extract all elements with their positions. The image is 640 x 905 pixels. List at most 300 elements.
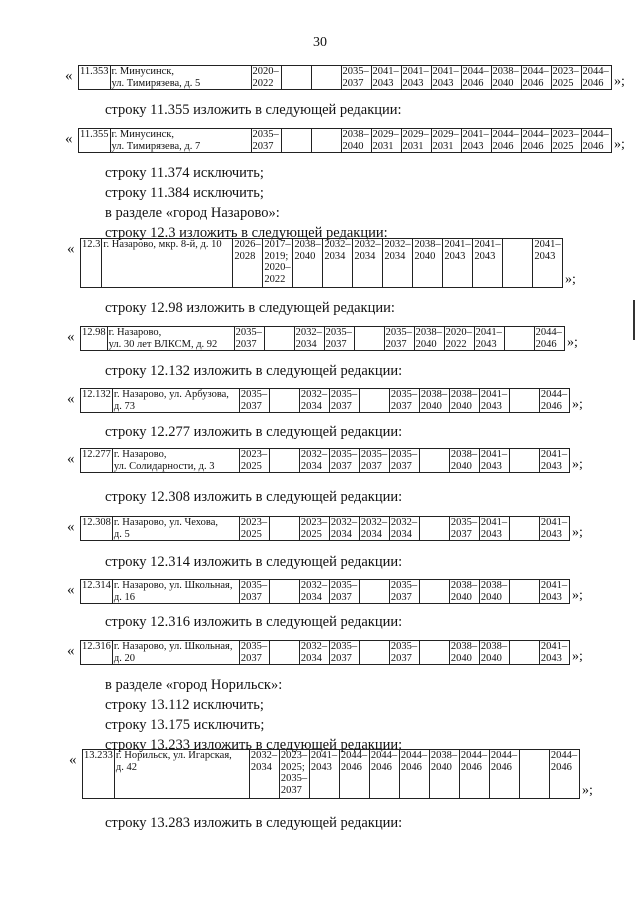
period-value: 2046 xyxy=(522,140,544,152)
period-cell xyxy=(299,580,329,604)
period-value: 2037 xyxy=(330,400,352,412)
period-value: 2035– xyxy=(385,327,412,338)
table-row xyxy=(83,750,580,799)
period-value: 2043 xyxy=(402,77,424,89)
period-cell xyxy=(503,239,533,288)
period-value: 2035– xyxy=(390,580,418,591)
period-cell xyxy=(269,641,299,665)
period-value: 2046 xyxy=(522,77,544,89)
period-value: 2023– xyxy=(240,449,268,460)
period-value: 2038– xyxy=(342,129,369,140)
table-row xyxy=(81,449,570,473)
period-cell xyxy=(539,580,569,604)
period-cell xyxy=(299,517,329,541)
period-cell xyxy=(359,449,389,473)
period-cell xyxy=(401,129,431,153)
period-cell xyxy=(479,641,509,665)
period-value: 2032– xyxy=(300,580,328,591)
period-value: 2037 xyxy=(330,460,352,472)
period-value: 2043 xyxy=(310,761,332,773)
address-line: г. Назарово, xyxy=(113,449,167,460)
period-value: 2032– xyxy=(295,327,322,338)
quote-close: »; xyxy=(565,272,576,287)
period-value: 2043 xyxy=(475,338,497,350)
period-cell xyxy=(353,239,383,288)
period-value: 2046 xyxy=(492,140,514,152)
period-value: 2037 xyxy=(235,338,257,350)
instruction-line: строку 13.233 изложить в следующей редакции: xyxy=(105,737,403,753)
instruction-line: строку 12.132 изложить в следующей редакции: xyxy=(105,363,403,379)
period-value: 2025 xyxy=(300,528,322,540)
period-value: 2035– xyxy=(390,389,418,400)
period-value: 2038– xyxy=(480,580,508,591)
period-cell xyxy=(293,239,323,288)
period-cell xyxy=(459,750,489,799)
address-cell xyxy=(112,517,239,541)
row-number-cell: 12.314 xyxy=(81,580,113,604)
period-cell xyxy=(449,449,479,473)
period-value: 2034 xyxy=(330,528,352,540)
row-number-cell: 12.3 xyxy=(81,239,102,288)
period-value: 2035– xyxy=(240,641,268,652)
period-value: 2029– xyxy=(372,129,399,140)
period-cell xyxy=(473,239,503,288)
period-value: 2035– xyxy=(240,580,268,591)
period-value: 2038– xyxy=(294,239,321,250)
period-value: 2031 xyxy=(372,140,394,152)
period-cell xyxy=(419,389,449,413)
period-value: 2037 xyxy=(385,338,407,350)
quote-open: « xyxy=(67,582,75,598)
period-cell xyxy=(329,641,359,665)
table-row xyxy=(81,641,570,665)
period-value: 2037 xyxy=(330,591,352,603)
period-value: 2034 xyxy=(295,338,317,350)
period-value: 2038– xyxy=(480,641,508,652)
period-cell xyxy=(311,129,341,153)
period-cell xyxy=(341,129,371,153)
quote-open: « xyxy=(67,391,75,407)
period-value: 2040 xyxy=(492,77,514,89)
instruction-line: в разделе «город Назарово»: xyxy=(105,205,280,221)
address-line: г. Минусинск, xyxy=(111,129,174,140)
period-value: 2037 xyxy=(390,400,412,412)
address-line: г. Назарово, ул. Арбузова, xyxy=(113,389,229,400)
period-cell xyxy=(509,641,539,665)
period-value: 2034 xyxy=(300,400,322,412)
period-value: 2028 xyxy=(234,250,256,262)
instruction-line: строку 12.314 изложить в следующей редакции: xyxy=(105,554,403,570)
quote-close: »; xyxy=(572,397,583,412)
period-value: 2034 xyxy=(390,528,412,540)
quote-open: « xyxy=(67,643,75,659)
period-value: 2040 xyxy=(450,460,472,472)
address-cell xyxy=(110,66,251,90)
period-value: 2040 xyxy=(480,591,502,603)
row-number-cell: 11.355 xyxy=(79,129,111,153)
row-number-cell: 11.353 xyxy=(79,66,111,90)
period-cell xyxy=(419,580,449,604)
period-value: 2040 xyxy=(415,338,437,350)
period-value: 2046 xyxy=(370,761,392,773)
quote-open: « xyxy=(67,329,75,345)
period-value: 2022 xyxy=(445,338,467,350)
period-cell xyxy=(509,389,539,413)
period-value: 2041– xyxy=(444,239,471,250)
period-cell xyxy=(239,449,269,473)
instruction-line: строку 11.374 исключить; xyxy=(105,165,264,181)
period-cell xyxy=(461,66,491,90)
period-value: 2032– xyxy=(360,517,388,528)
period-value: 2034 xyxy=(384,250,406,262)
period-value: 2046 xyxy=(582,140,604,152)
table-row xyxy=(81,327,565,351)
address-cell xyxy=(112,449,239,473)
period-cell xyxy=(521,129,551,153)
period-cell xyxy=(329,517,359,541)
register-row-table xyxy=(78,65,612,90)
period-cell xyxy=(401,66,431,90)
period-value: 2041– xyxy=(540,580,568,591)
period-value: 2034 xyxy=(250,761,272,773)
address-cell xyxy=(112,641,239,665)
period-value: 2041– xyxy=(540,641,568,652)
period-value: 2041– xyxy=(534,239,561,250)
period-value: 2037 xyxy=(450,528,472,540)
period-cell xyxy=(431,129,461,153)
register-row-table xyxy=(80,579,570,604)
period-cell xyxy=(329,389,359,413)
period-cell xyxy=(479,449,509,473)
table-row xyxy=(81,580,570,604)
period-value: 2035– xyxy=(390,449,418,460)
period-value: 2044– xyxy=(535,327,562,338)
period-value: 2020– xyxy=(445,327,472,338)
period-cell xyxy=(539,517,569,541)
period-value: 2041– xyxy=(480,517,508,528)
period-value: 2032– xyxy=(324,239,351,250)
period-cell xyxy=(549,750,579,799)
period-value: 2034 xyxy=(360,528,382,540)
period-value: 2035– xyxy=(325,327,352,338)
period-cell xyxy=(299,449,329,473)
period-cell xyxy=(449,389,479,413)
period-cell xyxy=(371,129,401,153)
row-number-cell: 13.233 xyxy=(83,750,115,799)
period-value: 2035– xyxy=(330,641,358,652)
period-value: 2046 xyxy=(490,761,512,773)
period-value: 2038– xyxy=(415,327,442,338)
period-value: 2035– xyxy=(235,327,262,338)
period-value: 2025 xyxy=(240,528,262,540)
period-value: 2043 xyxy=(432,77,454,89)
period-value: 2044– xyxy=(522,66,549,77)
row-number-cell: 12.98 xyxy=(81,327,108,351)
instruction-line: строку 12.3 изложить в следующей редакции: xyxy=(105,225,388,241)
period-value: 2041– xyxy=(540,449,568,460)
period-value: 2032– xyxy=(384,239,411,250)
period-cell xyxy=(294,327,324,351)
period-cell xyxy=(371,66,401,90)
page-number: 30 xyxy=(313,35,327,50)
quote-close: »; xyxy=(582,783,593,798)
period-cell xyxy=(359,517,389,541)
period-value: 2034 xyxy=(354,250,376,262)
period-value: 2046 xyxy=(400,761,422,773)
period-value: 2035– xyxy=(330,389,358,400)
period-value: 2037 xyxy=(240,652,262,664)
period-value: 2043 xyxy=(444,250,466,262)
period-cell xyxy=(539,641,569,665)
quote-open: « xyxy=(67,519,75,535)
address-line: ул. 30 лет ВЛКСМ, д. 92 xyxy=(108,338,218,350)
register-row-table xyxy=(80,388,570,413)
period-value: 2043 xyxy=(462,140,484,152)
quote-open: « xyxy=(67,451,75,467)
period-cell xyxy=(251,129,281,153)
period-cell xyxy=(534,327,564,351)
period-value: 2046 xyxy=(550,761,572,773)
period-value: 2046 xyxy=(582,77,604,89)
period-cell xyxy=(389,580,419,604)
period-value: 2043 xyxy=(474,250,496,262)
table-row xyxy=(81,517,570,541)
period-value: 2044– xyxy=(490,750,518,761)
instruction-line: строку 12.98 изложить в следующей редакции: xyxy=(105,300,395,316)
period-cell xyxy=(329,580,359,604)
period-value: 2043 xyxy=(480,460,502,472)
period-value: 2044– xyxy=(582,66,609,77)
table-row xyxy=(81,239,563,288)
period-cell xyxy=(479,389,509,413)
row-number-cell: 12.277 xyxy=(81,449,113,473)
period-value: 2025 xyxy=(552,77,574,89)
address-line: д. 42 xyxy=(115,761,137,773)
period-value: 2044– xyxy=(370,750,398,761)
period-value: 2041– xyxy=(462,129,489,140)
register-row-table xyxy=(80,238,563,288)
instruction-line: строку 11.384 исключить; xyxy=(105,185,264,201)
period-value: 2040 xyxy=(420,400,442,412)
instruction-line: строку 12.316 изложить в следующей редакции: xyxy=(105,614,403,630)
address-cell xyxy=(112,389,239,413)
instruction-line: строку 13.283 изложить в следующей редакции: xyxy=(105,815,403,831)
period-value: 2037 xyxy=(360,460,382,472)
period-value: 2034 xyxy=(300,652,322,664)
period-cell xyxy=(309,750,339,799)
period-value: 2046 xyxy=(535,338,557,350)
period-value: 2044– xyxy=(400,750,428,761)
period-cell xyxy=(509,580,539,604)
period-value: 2035– xyxy=(342,66,369,77)
period-value: 2032– xyxy=(330,517,358,528)
period-cell xyxy=(479,580,509,604)
period-value: 2023– xyxy=(240,517,268,528)
period-value: 2044– xyxy=(550,750,578,761)
period-value: 2041– xyxy=(402,66,429,77)
period-value: 2037 xyxy=(240,400,262,412)
address-line: г. Назарово, xyxy=(108,327,162,338)
period-cell xyxy=(449,580,479,604)
register-row-table xyxy=(80,516,570,541)
quote-close: »; xyxy=(567,335,578,350)
period-cell xyxy=(581,129,611,153)
period-cell xyxy=(389,389,419,413)
period-value: 2038– xyxy=(450,389,478,400)
address-cell xyxy=(114,750,249,799)
table-row xyxy=(79,129,612,153)
period-value: 2041– xyxy=(474,239,501,250)
instruction-line: строку 12.308 изложить в следующей редакции: xyxy=(105,489,403,505)
period-cell xyxy=(369,750,399,799)
period-cell xyxy=(521,66,551,90)
period-value: 2029– xyxy=(402,129,429,140)
address-line: г. Назарово, ул. Школьная, xyxy=(113,641,233,652)
period-value: 2041– xyxy=(310,750,338,761)
row-number-cell: 12.316 xyxy=(81,641,113,665)
period-value: 2038– xyxy=(450,580,478,591)
instruction-line: строку 12.277 изложить в следующей редакции: xyxy=(105,424,403,440)
period-cell xyxy=(533,239,563,288)
period-value: 2044– xyxy=(460,750,488,761)
period-value: 2035– xyxy=(450,517,478,528)
register-row-table xyxy=(78,128,612,153)
address-line: д. 73 xyxy=(113,400,135,412)
period-value: 2043 xyxy=(534,250,556,262)
period-cell xyxy=(339,750,369,799)
period-cell xyxy=(509,517,539,541)
period-value: 2044– xyxy=(492,129,519,140)
period-cell xyxy=(491,129,521,153)
period-cell xyxy=(239,517,269,541)
table-row xyxy=(79,66,612,90)
period-value: 2040 xyxy=(414,250,436,262)
register-row-table xyxy=(80,448,570,473)
period-value: 2037 xyxy=(390,460,412,472)
row-number-cell: 12.308 xyxy=(81,517,113,541)
quote-open: « xyxy=(65,131,73,147)
period-cell xyxy=(429,750,459,799)
period-value: 2034 xyxy=(300,591,322,603)
period-value: 2023– xyxy=(552,129,579,140)
period-cell xyxy=(479,517,509,541)
period-value: 2040 xyxy=(450,652,472,664)
period-cell xyxy=(551,66,581,90)
period-value: 2044– xyxy=(582,129,609,140)
period-value: 2043 xyxy=(540,460,562,472)
period-cell xyxy=(551,129,581,153)
period-value: 2043 xyxy=(480,528,502,540)
period-value: 2041– xyxy=(480,389,508,400)
quote-open: « xyxy=(67,241,75,257)
period-value: 2025 xyxy=(240,460,262,472)
instruction-line: строку 13.175 исключить; xyxy=(105,717,265,733)
instruction-line: строку 13.112 исключить; xyxy=(105,697,264,713)
period-value: 2017– xyxy=(264,239,291,250)
period-value: 2032– xyxy=(300,389,328,400)
address-line: ул. Тимирязева, д. 5 xyxy=(111,77,201,89)
period-value: 2032– xyxy=(300,449,328,460)
period-cell xyxy=(269,389,299,413)
period-cell xyxy=(449,641,479,665)
period-cell xyxy=(269,517,299,541)
period-value: 2044– xyxy=(340,750,368,761)
period-value: 2037 xyxy=(252,140,274,152)
period-value: 2044– xyxy=(462,66,489,77)
period-cell xyxy=(413,239,443,288)
address-line: ул. Тимирязева, д. 7 xyxy=(111,140,201,152)
period-cell xyxy=(323,239,353,288)
quote-close: »; xyxy=(572,649,583,664)
period-value: 2022 xyxy=(252,77,274,89)
period-value: 2040 xyxy=(450,591,472,603)
period-value: 2038– xyxy=(420,389,448,400)
period-cell xyxy=(281,66,311,90)
period-cell xyxy=(389,449,419,473)
period-value: 2022 xyxy=(264,273,286,285)
period-value: 2025 xyxy=(552,140,574,152)
period-cell xyxy=(383,239,413,288)
period-cell xyxy=(389,517,419,541)
period-value: 2041– xyxy=(475,327,502,338)
period-cell xyxy=(239,389,269,413)
period-cell xyxy=(419,641,449,665)
period-value: 2043 xyxy=(480,400,502,412)
register-row-table xyxy=(80,326,565,351)
period-value: 2040 xyxy=(430,761,452,773)
period-value: 2035– xyxy=(390,641,418,652)
quote-close: »; xyxy=(572,588,583,603)
period-cell xyxy=(504,327,534,351)
period-value: 2020– xyxy=(252,66,279,77)
period-value: 2035– xyxy=(360,449,388,460)
period-cell xyxy=(539,449,569,473)
period-value: 2043 xyxy=(540,591,562,603)
address-cell xyxy=(110,129,251,153)
period-value: 2044– xyxy=(522,129,549,140)
period-value: 2037 xyxy=(342,77,364,89)
period-value: 2046 xyxy=(540,400,562,412)
period-value: 2040 xyxy=(480,652,502,664)
period-cell xyxy=(359,641,389,665)
period-value: 2044– xyxy=(540,389,568,400)
period-cell xyxy=(359,389,389,413)
address-line: г. Назарово, ул. Школьная, xyxy=(113,580,233,591)
period-cell xyxy=(539,389,569,413)
period-cell xyxy=(581,66,611,90)
period-value: 2035– xyxy=(330,580,358,591)
period-value: 2041– xyxy=(432,66,459,77)
period-cell xyxy=(389,641,419,665)
period-cell xyxy=(359,580,389,604)
period-cell xyxy=(354,327,384,351)
period-value: 2043 xyxy=(372,77,394,89)
period-value: 2040 xyxy=(342,140,364,152)
period-cell xyxy=(233,239,263,288)
period-value: 2034 xyxy=(300,460,322,472)
period-cell xyxy=(449,517,479,541)
period-cell xyxy=(491,66,521,90)
quote-open: « xyxy=(69,752,77,768)
margin-mark xyxy=(633,300,635,340)
period-value: 2031 xyxy=(432,140,454,152)
period-cell xyxy=(264,327,294,351)
period-cell xyxy=(299,389,329,413)
address-line: г. Назарово, мкр. 8-й, д. 10 xyxy=(103,239,222,250)
period-cell xyxy=(419,449,449,473)
period-value: 2032– xyxy=(390,517,418,528)
period-cell xyxy=(461,129,491,153)
